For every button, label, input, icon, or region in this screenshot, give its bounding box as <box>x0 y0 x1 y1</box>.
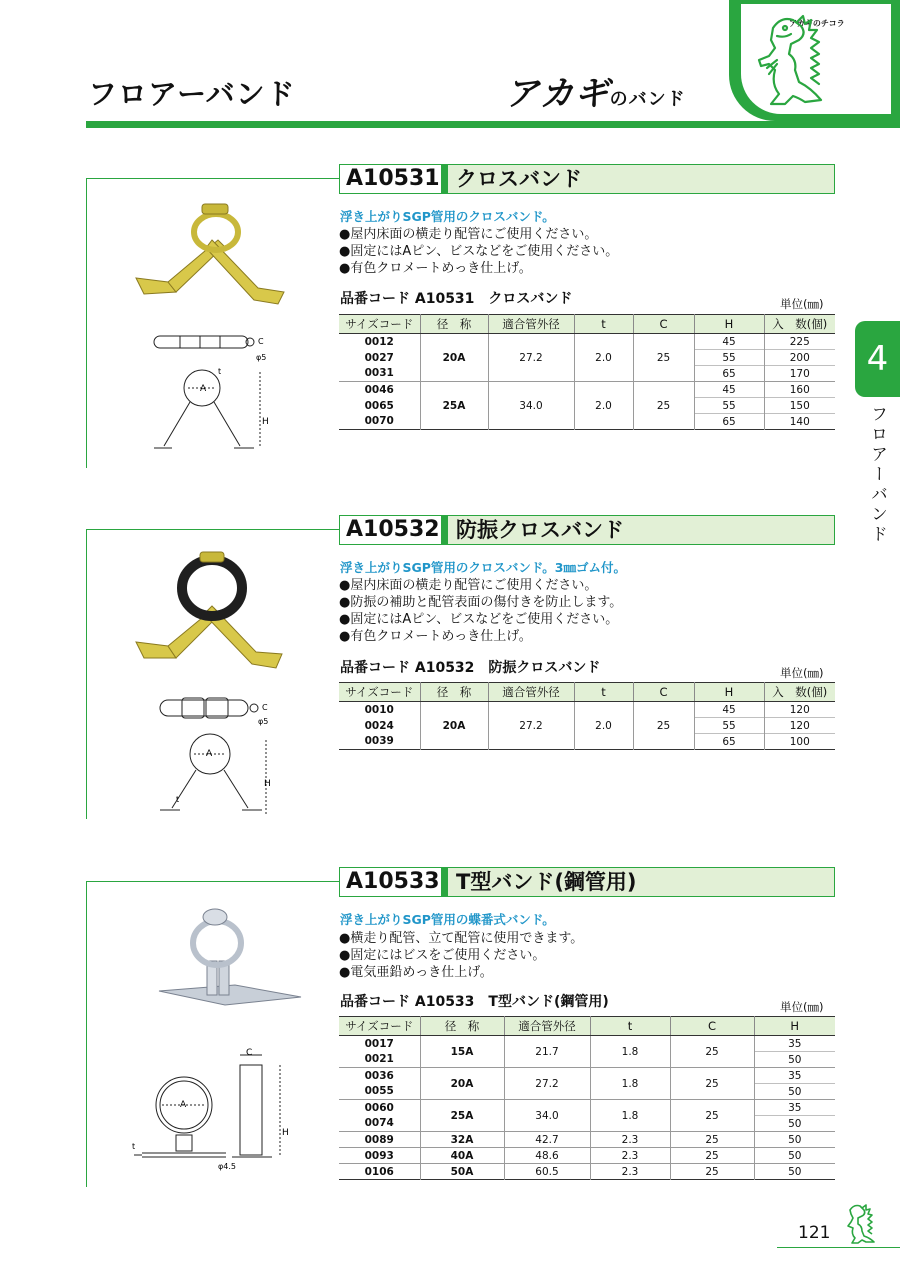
size-code-cell: 0021 <box>364 1053 394 1066</box>
table-row <box>339 702 835 718</box>
header-separator <box>441 165 448 193</box>
table-header-row <box>339 683 835 702</box>
drawing-label-t: t <box>176 795 180 804</box>
column-header: C <box>633 683 694 702</box>
quantity-cell: 170 <box>764 366 835 382</box>
quantity-cell: 120 <box>764 702 835 718</box>
drawing-label-phi: φ4.5 <box>218 1162 236 1171</box>
product-photo-t-band <box>155 905 305 1015</box>
column-header: t <box>574 683 633 702</box>
drawing-label-a: A <box>200 384 207 394</box>
column-header: 径 称 <box>420 1017 504 1036</box>
thickness-cell: 1.8 <box>590 1036 670 1068</box>
spec-table <box>339 1016 835 1180</box>
column-header: サイズコード <box>339 315 420 334</box>
h-cell: 50 <box>754 1084 835 1100</box>
nominal-size-cell: 25A <box>420 1100 504 1132</box>
feature-item: ●屋内床面の横走り配管にご使用ください。 <box>339 578 598 593</box>
code-title: 品番コード A10531 クロスバンド <box>340 291 573 307</box>
dinosaur-mascot-small-icon <box>842 1200 882 1244</box>
table-row <box>339 1068 835 1084</box>
size-code-cell: 0036 <box>339 1068 420 1084</box>
size-code-cell: 0027 <box>364 351 394 364</box>
size-code-cell: 0039 <box>364 735 394 748</box>
thickness-cell: 2.3 <box>590 1148 670 1164</box>
column-header: 径 称 <box>420 315 488 334</box>
pipe-od-cell: 34.0 <box>488 382 574 430</box>
header-separator <box>441 868 448 896</box>
page-title: フロアーバンド <box>88 77 296 111</box>
product-lead: 浮き上がりSGP管用のクロスバンド。 <box>340 209 555 224</box>
c-cell: 25 <box>670 1068 754 1100</box>
section-frame <box>86 881 87 1187</box>
section-frame <box>86 178 87 468</box>
drawing-label-a: A <box>206 749 213 759</box>
size-code-cell: 0060 <box>339 1100 420 1116</box>
feature-item: ●防振の補助と配管表面の傷付きを防止します。 <box>339 595 623 610</box>
column-header: 適合管外径 <box>504 1017 590 1036</box>
c-cell: 25 <box>670 1164 754 1180</box>
chapter-tab: 4 <box>855 321 900 397</box>
pipe-od-cell: 42.7 <box>504 1132 590 1148</box>
feature-item: ●電気亜鉛めっき仕上げ。 <box>339 965 493 980</box>
thickness-cell: 1.8 <box>590 1100 670 1132</box>
feature-item: ●有色クロメートめっき仕上げ。 <box>339 629 532 644</box>
product-header <box>339 515 835 545</box>
feature-list <box>339 930 583 981</box>
table-row <box>339 1164 835 1180</box>
mascot-panel <box>729 0 900 121</box>
size-code-cell: 0010 <box>364 703 394 716</box>
chapter-label: フロアーバンド <box>867 405 887 545</box>
product-header <box>339 867 835 897</box>
nominal-size-cell: 15A <box>420 1036 504 1068</box>
dinosaur-mascot-icon <box>741 4 891 114</box>
product-header <box>339 164 835 194</box>
size-code-cell: 0024 <box>364 719 394 732</box>
column-header: H <box>694 683 764 702</box>
c-cell: 25 <box>670 1132 754 1148</box>
pipe-od-cell: 21.7 <box>504 1036 590 1068</box>
size-code-cell: 0055 <box>364 1085 394 1098</box>
code-title: 品番コード A10533 T型バンド(鋼管用) <box>340 994 609 1010</box>
drawing-label-h: H <box>262 417 269 427</box>
pipe-od-cell: 27.2 <box>488 334 574 382</box>
table-row <box>339 382 835 398</box>
c-cell: 25 <box>670 1100 754 1132</box>
page-number: 121 <box>798 1223 831 1243</box>
size-code-cell: 0089 <box>339 1132 420 1148</box>
h-cell: 35 <box>754 1068 835 1084</box>
nominal-size-cell: 50A <box>420 1164 504 1180</box>
drawing-label-phi: φ5 <box>256 353 267 362</box>
feature-item: ●固定にはビスをご使用ください。 <box>339 948 546 963</box>
nominal-size-cell: 25A <box>420 382 488 430</box>
nominal-size-cell: 20A <box>420 334 488 382</box>
column-header: サイズコード <box>339 683 420 702</box>
table-row <box>339 1036 835 1052</box>
header-separator <box>441 516 448 544</box>
size-code-cell: 0017 <box>364 1037 394 1050</box>
product-name: T型バンド(鋼管用) <box>456 870 637 894</box>
feature-item: ●固定にはAピン、ビスなどをご使用ください。 <box>339 612 619 627</box>
h-cell: 65 <box>694 414 764 430</box>
size-code-cell: 0046 <box>339 382 420 398</box>
thickness-cell: 2.0 <box>574 702 633 750</box>
column-header: 適合管外径 <box>488 683 574 702</box>
brand-suffix: のバンド <box>609 89 686 110</box>
column-header: t <box>590 1017 670 1036</box>
drawing-label-h: H <box>264 779 271 789</box>
spec-table <box>339 682 835 750</box>
feature-list <box>339 226 618 277</box>
product-lead: 浮き上がりSGP管用のクロスバンド。3㎜ゴム付。 <box>340 560 626 575</box>
technical-drawing-t-band <box>128 1045 298 1175</box>
c-cell: 25 <box>633 334 694 382</box>
h-cell: 50 <box>754 1132 835 1148</box>
technical-drawing-rubber-cross-band <box>150 690 275 820</box>
mascot-caption: アカギのチコラ <box>789 19 845 28</box>
thickness-cell: 2.3 <box>590 1164 670 1180</box>
quantity-cell: 150 <box>764 398 835 414</box>
drawing-label-phi: φ5 <box>258 717 269 726</box>
column-header: C <box>670 1017 754 1036</box>
feature-list <box>339 577 622 645</box>
brand-name: アカギ <box>505 74 610 114</box>
table-row <box>339 1100 835 1116</box>
table-row <box>339 334 835 350</box>
table-header-row <box>339 1017 835 1036</box>
nominal-size-cell: 20A <box>420 1068 504 1100</box>
h-cell: 55 <box>694 398 764 414</box>
header-bar <box>86 121 900 128</box>
quantity-cell: 200 <box>764 350 835 366</box>
c-cell: 25 <box>670 1036 754 1068</box>
column-header: t <box>574 315 633 334</box>
size-code-cell: 0012 <box>364 335 394 348</box>
unit-label: 単位(㎜) <box>780 666 824 680</box>
quantity-cell: 225 <box>764 334 835 350</box>
column-header: 径 称 <box>420 683 488 702</box>
quantity-cell: 160 <box>764 382 835 398</box>
drawing-label-a: A <box>180 1100 187 1110</box>
nominal-size-cell: 32A <box>420 1132 504 1148</box>
column-header: サイズコード <box>339 1017 420 1036</box>
section-frame <box>86 529 340 530</box>
column-header: H <box>694 315 764 334</box>
h-cell: 50 <box>754 1052 835 1068</box>
pipe-od-cell: 48.6 <box>504 1148 590 1164</box>
size-code-cell: 0074 <box>364 1117 394 1130</box>
h-cell: 35 <box>754 1100 835 1116</box>
size-code-cell: 0093 <box>339 1148 420 1164</box>
table-row <box>339 1132 835 1148</box>
product-name: クロスバンド <box>456 167 582 191</box>
quantity-cell: 100 <box>764 734 835 750</box>
feature-item: ●有色クロメートめっき仕上げ。 <box>339 261 532 276</box>
h-cell: 55 <box>694 350 764 366</box>
product-code: A10533 <box>340 868 446 896</box>
pipe-od-cell: 34.0 <box>504 1100 590 1132</box>
product-code: A10532 <box>340 516 446 544</box>
drawing-label-t: t <box>218 367 222 376</box>
product-code: A10531 <box>340 165 446 193</box>
c-cell: 25 <box>670 1148 754 1164</box>
column-header: H <box>754 1017 835 1036</box>
brand-logo <box>505 66 686 115</box>
h-cell: 45 <box>694 702 764 718</box>
section-frame <box>86 881 340 882</box>
h-cell: 65 <box>694 734 764 750</box>
quantity-cell: 140 <box>764 414 835 430</box>
feature-item: ●横走り配管、立て配管に使用できます。 <box>339 931 584 946</box>
pipe-od-cell: 60.5 <box>504 1164 590 1180</box>
footer-rule <box>777 1247 900 1248</box>
h-cell: 50 <box>754 1116 835 1132</box>
drawing-label-h: H <box>282 1128 289 1138</box>
thickness-cell: 2.0 <box>574 382 633 430</box>
table-header-row <box>339 315 835 334</box>
unit-label: 単位(㎜) <box>780 297 824 311</box>
spec-table <box>339 314 835 430</box>
feature-item: ●固定にはAピン、ビスなどをご使用ください。 <box>339 244 619 259</box>
thickness-cell: 2.0 <box>574 334 633 382</box>
column-header: C <box>633 315 694 334</box>
unit-label: 単位(㎜) <box>780 1000 824 1014</box>
c-cell: 25 <box>633 702 694 750</box>
code-title: 品番コード A10532 防振クロスバンド <box>340 660 601 676</box>
c-cell: 25 <box>633 382 694 430</box>
size-code-cell: 0070 <box>364 415 394 428</box>
h-cell: 55 <box>694 718 764 734</box>
quantity-cell: 120 <box>764 718 835 734</box>
h-cell: 65 <box>694 366 764 382</box>
h-cell: 50 <box>754 1148 835 1164</box>
pipe-od-cell: 27.2 <box>488 702 574 750</box>
h-cell: 45 <box>694 334 764 350</box>
column-header: 適合管外径 <box>488 315 574 334</box>
product-lead: 浮き上がりSGP管用の蝶番式バンド。 <box>340 912 555 927</box>
size-code-cell: 0065 <box>364 399 394 412</box>
product-name: 防振クロスバンド <box>456 518 624 542</box>
feature-item: ●屋内床面の横走り配管にご使用ください。 <box>339 227 598 242</box>
pipe-od-cell: 27.2 <box>504 1068 590 1100</box>
drawing-label-c: C <box>246 1048 253 1058</box>
product-photo-rubber-cross-band <box>128 548 288 673</box>
thickness-cell: 1.8 <box>590 1068 670 1100</box>
drawing-label-t: t <box>132 1142 136 1151</box>
section-frame <box>86 178 340 179</box>
drawing-label-c: C <box>258 337 264 346</box>
column-header: 入 数(個) <box>764 315 835 334</box>
h-cell: 50 <box>754 1164 835 1180</box>
nominal-size-cell: 40A <box>420 1148 504 1164</box>
h-cell: 35 <box>754 1036 835 1052</box>
column-header: 入 数(個) <box>764 683 835 702</box>
nominal-size-cell: 20A <box>420 702 488 750</box>
thickness-cell: 2.3 <box>590 1132 670 1148</box>
drawing-label-c: C <box>262 703 268 712</box>
section-frame <box>86 529 87 819</box>
h-cell: 45 <box>694 382 764 398</box>
technical-drawing-cross-band <box>150 330 275 460</box>
size-code-cell: 0106 <box>339 1164 420 1180</box>
product-photo-cross-band <box>128 200 288 310</box>
table-row <box>339 1148 835 1164</box>
size-code-cell: 0031 <box>364 367 394 380</box>
